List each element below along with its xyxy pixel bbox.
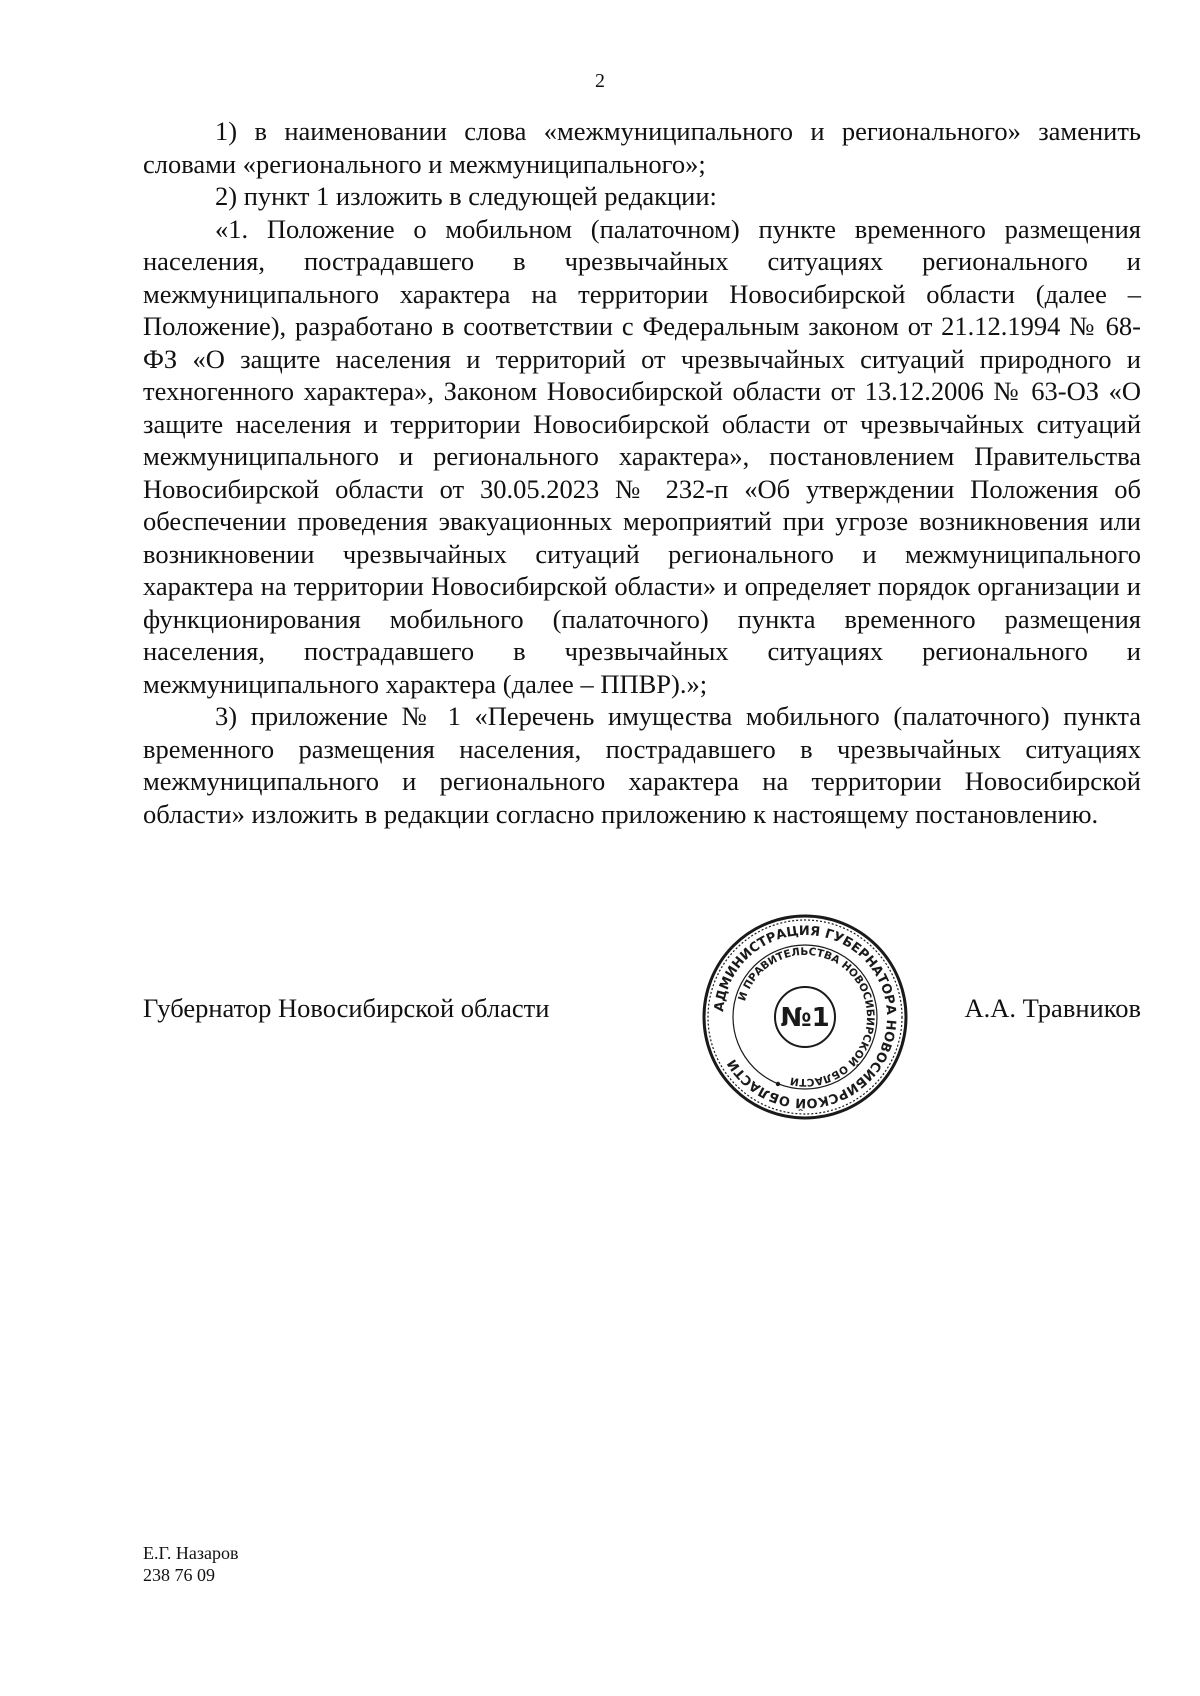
paragraph-item-1: 1) в наименовании слова «межмуниципального и регионального» заменить словами «регионального и межмуниципального»;	[143, 116, 1141, 179]
seal-inner-text: И ПРАВИТЕЛЬСТВА НОВОСИБИРСКОЙ ОБЛАСТИ	[736, 945, 877, 1089]
paragraph-item-2: 2) пункт 1 изложить в следующей редакции:	[215, 181, 717, 211]
seal-star-dot	[776, 1082, 780, 1086]
executor-phone: 238 76 09	[143, 1565, 215, 1585]
seal-graphic	[700, 912, 910, 1122]
seal-outer-text: АДМИНИСТРАЦИЯ ГУБЕРНАТОРА НОВОСИБИРСКОЙ ОБЛАСТИ	[712, 923, 899, 1111]
official-seal-icon	[700, 912, 910, 1122]
paragraph-item-3: 3) приложение № 1 «Перечень имущества мобильного (палаточного) пункта временного размещения населения, пострадавшего в чрезвычайных ситуациях межмуниципального и регионального характера на территории Новосибирской области» изложить в редакции согласно приложению к настоящему постановлению.	[143, 701, 1141, 829]
signatory-name: А.А. Травников	[964, 993, 1141, 1023]
seal-center-text: №1	[780, 1003, 830, 1033]
paragraph-position-text: «1. Положение о мобильном (палаточном) пункте временного размещения населения, пострадавшего в чрезвычайных ситуациях регионального и межмуниципального характера на территории Новосибирской области (далее – Положение), разработано в соответствии с Федеральным законом от 21.12.1994 № 68-ФЗ «О защите населения и территорий от чрезвычайных ситуаций природного и техногенного характера», Законом Новосибирской области от 13.12.2006 № 63-ОЗ «О защите населения и территории Новосибирской области от чрезвычайных ситуаций межмуниципального и регионального характера», постановлением Правительства Новосибирской области от 30.05.2023 № 232-п «Об утверждении Положения об обеспечении проведения эвакуационных мероприятий при угрозе возникновения или возникновении чрезвычайных ситуаций регионального и межмуниципального характера на территории Новосибирской области» и определяет порядок организации и функционирования мобильного (палаточного) пункта временного размещения населения, пострадавшего в чрезвычайных ситуациях регионального и межмуниципального характера (далее – ППВР).»;	[143, 213, 1141, 699]
page-number: 2	[595, 70, 605, 92]
signatory-title: Губернатор Новосибирской области	[143, 993, 550, 1023]
document-body	[143, 115, 1141, 830]
executor-name: Е.Г. Назаров	[143, 1543, 239, 1563]
executor-block	[143, 1542, 238, 1586]
